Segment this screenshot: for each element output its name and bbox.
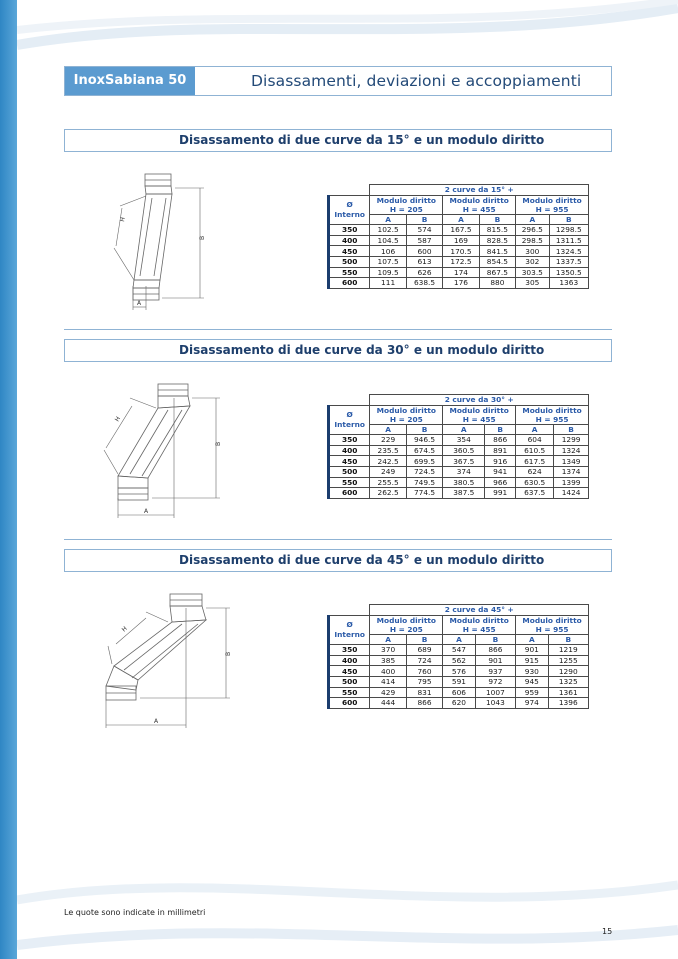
value-cell: 229 [370, 435, 406, 446]
table-row [329, 477, 589, 488]
diameter-cell: 550 [329, 687, 370, 698]
value-cell: 1324 [554, 445, 589, 456]
top-swoosh-decoration [17, 0, 678, 60]
value-cell: 854.5 [479, 256, 515, 267]
value-cell: 387.5 [443, 488, 485, 499]
value-cell: 891 [485, 445, 516, 456]
brand-label: InoxSabiana 50 [65, 67, 195, 95]
table-row [329, 687, 589, 698]
table-group-header: 2 curve da 30° + [370, 395, 589, 406]
value-cell: 414 [370, 676, 406, 687]
diameter-cell: 400 [329, 655, 370, 666]
column-header: B [479, 214, 515, 225]
value-cell: 591 [443, 676, 475, 687]
diagram-label-h: H [120, 625, 129, 634]
table-row [329, 466, 589, 477]
diameter-cell: 550 [329, 477, 370, 488]
value-cell: 699.5 [406, 456, 442, 467]
value-cell: 749.5 [406, 477, 442, 488]
value-cell: 249 [370, 466, 406, 477]
value-cell: 831 [406, 687, 442, 698]
diameter-cell: 600 [329, 278, 370, 289]
value-cell: 106 [370, 246, 406, 257]
column-header: B [548, 634, 588, 645]
value-cell: 1337.5 [549, 256, 588, 267]
value-cell: 374 [443, 466, 485, 477]
table-row [329, 655, 589, 666]
value-cell: 1349 [554, 456, 589, 467]
value-cell: 966 [485, 477, 516, 488]
diagram-label-h: H [119, 216, 127, 223]
diameter-cell: 500 [329, 676, 370, 687]
value-cell: 170.5 [443, 246, 479, 257]
diameter-cell: 450 [329, 666, 370, 677]
diagram-offset-30deg [98, 378, 228, 523]
column-header: B [406, 424, 442, 435]
column-header: A [516, 634, 548, 645]
diagram-label-a: A [144, 508, 149, 515]
diameter-cell: 350 [329, 225, 370, 236]
diagram-offset-45deg [98, 588, 238, 738]
table-group-header: 2 curve da 45° + [370, 605, 589, 616]
value-cell: 1363 [549, 278, 588, 289]
section-divider [64, 539, 612, 540]
value-cell: 1396 [548, 698, 588, 709]
value-cell: 774.5 [406, 488, 442, 499]
module-header: Modulo diritto H = 955 [516, 615, 589, 634]
value-cell: 991 [485, 488, 516, 499]
section-title-30: Disassamento di due curve da 30° e un modulo diritto [64, 339, 612, 362]
diagram-label-b: B [199, 235, 206, 240]
value-cell: 617.5 [516, 456, 554, 467]
value-cell: 303.5 [516, 267, 549, 278]
value-cell: 930 [516, 666, 548, 677]
diameter-cell: 600 [329, 488, 370, 499]
diameter-header: Ø Interno [329, 405, 370, 435]
value-cell: 1299 [554, 435, 589, 446]
value-cell: 828.5 [479, 235, 515, 246]
value-cell: 937 [475, 666, 515, 677]
value-cell: 795 [406, 676, 442, 687]
value-cell: 901 [475, 655, 515, 666]
value-cell: 255.5 [370, 477, 406, 488]
value-cell: 385 [370, 655, 406, 666]
column-header: A [443, 214, 479, 225]
value-cell: 941 [485, 466, 516, 477]
diameter-cell: 600 [329, 698, 370, 709]
value-cell: 102.5 [370, 225, 406, 236]
value-cell: 167.5 [443, 225, 479, 236]
value-cell: 866 [475, 645, 515, 656]
value-cell: 562 [443, 655, 475, 666]
column-header: A [370, 634, 406, 645]
value-cell: 305 [516, 278, 549, 289]
value-cell: 972 [475, 676, 515, 687]
value-cell: 600 [406, 246, 442, 257]
value-cell: 400 [370, 666, 406, 677]
value-cell: 370 [370, 645, 406, 656]
value-cell: 176 [443, 278, 479, 289]
value-cell: 547 [443, 645, 475, 656]
value-cell: 916 [485, 456, 516, 467]
value-cell: 866 [406, 698, 442, 709]
section-divider [64, 329, 612, 330]
value-cell: 1325 [548, 676, 588, 687]
column-header: A [516, 424, 554, 435]
module-header: Modulo diritto H = 455 [443, 615, 516, 634]
value-cell: 107.5 [370, 256, 406, 267]
value-cell: 1043 [475, 698, 515, 709]
value-cell: 302 [516, 256, 549, 267]
value-cell: 111 [370, 278, 406, 289]
diagram-label-b: B [225, 651, 232, 656]
value-cell: 945 [516, 676, 548, 687]
value-cell: 587 [406, 235, 442, 246]
value-cell: 367.5 [443, 456, 485, 467]
value-cell: 1424 [554, 488, 589, 499]
module-header: Modulo diritto H = 955 [516, 195, 589, 214]
table-row [329, 645, 589, 656]
value-cell: 174 [443, 267, 479, 278]
value-cell: 638.5 [406, 278, 442, 289]
value-cell: 915 [516, 655, 548, 666]
value-cell: 380.5 [443, 477, 485, 488]
data-table-15 [327, 184, 589, 289]
diameter-cell: 550 [329, 267, 370, 278]
value-cell: 613 [406, 256, 442, 267]
value-cell: 1324.5 [549, 246, 588, 257]
data-table-45 [327, 604, 589, 709]
table-row [329, 235, 589, 246]
value-cell: 604 [516, 435, 554, 446]
value-cell: 1311.5 [549, 235, 588, 246]
column-header: B [485, 424, 516, 435]
diameter-cell: 400 [329, 235, 370, 246]
column-header: B [406, 634, 442, 645]
value-cell: 841.5 [479, 246, 515, 257]
value-cell: 724.5 [406, 466, 442, 477]
module-header: Modulo diritto H = 205 [370, 195, 443, 214]
value-cell: 354 [443, 435, 485, 446]
module-header: Modulo diritto H = 455 [443, 405, 516, 424]
value-cell: 1290 [548, 666, 588, 677]
table-row [329, 698, 589, 709]
value-cell: 262.5 [370, 488, 406, 499]
diameter-cell: 500 [329, 466, 370, 477]
value-cell: 429 [370, 687, 406, 698]
section-title-15: Disassamento di due curve da 15° e un modulo diritto [64, 129, 612, 152]
table-row [329, 445, 589, 456]
value-cell: 624 [516, 466, 554, 477]
diameter-header: Ø Interno [329, 615, 370, 645]
diagram-label-a: A [137, 300, 142, 307]
column-header: A [370, 424, 406, 435]
page-number: 15 [602, 927, 613, 936]
value-cell: 626 [406, 267, 442, 278]
value-cell: 880 [479, 278, 515, 289]
value-cell: 606 [443, 687, 475, 698]
table-row [329, 267, 589, 278]
value-cell: 866 [485, 435, 516, 446]
value-cell: 109.5 [370, 267, 406, 278]
value-cell: 1219 [548, 645, 588, 656]
page-header [64, 66, 612, 96]
value-cell: 867.5 [479, 267, 515, 278]
column-header: A [443, 634, 475, 645]
table-row [329, 488, 589, 499]
value-cell: 169 [443, 235, 479, 246]
table-row [329, 676, 589, 687]
value-cell: 1350.5 [549, 267, 588, 278]
column-header: A [516, 214, 549, 225]
value-cell: 815.5 [479, 225, 515, 236]
value-cell: 1255 [548, 655, 588, 666]
value-cell: 1298.5 [549, 225, 588, 236]
diagram-label-h: H [113, 415, 123, 424]
value-cell: 104.5 [370, 235, 406, 246]
value-cell: 574 [406, 225, 442, 236]
column-header: B [406, 214, 442, 225]
value-cell: 689 [406, 645, 442, 656]
module-header: Modulo diritto H = 205 [370, 615, 443, 634]
value-cell: 235.5 [370, 445, 406, 456]
table-row [329, 246, 589, 257]
diagram-label-b: B [215, 441, 222, 446]
diameter-cell: 450 [329, 246, 370, 257]
page-title: Disassamenti, deviazioni e accoppiamenti [251, 72, 582, 90]
value-cell: 901 [516, 645, 548, 656]
value-cell: 1361 [548, 687, 588, 698]
column-header: A [443, 424, 485, 435]
value-cell: 360.5 [443, 445, 485, 456]
value-cell: 576 [443, 666, 475, 677]
value-cell: 444 [370, 698, 406, 709]
table-row [329, 456, 589, 467]
diameter-cell: 450 [329, 456, 370, 467]
value-cell: 1399 [554, 477, 589, 488]
table-row [329, 225, 589, 236]
table-row [329, 256, 589, 267]
value-cell: 630.5 [516, 477, 554, 488]
diameter-cell: 350 [329, 645, 370, 656]
value-cell: 760 [406, 666, 442, 677]
value-cell: 1374 [554, 466, 589, 477]
value-cell: 300 [516, 246, 549, 257]
value-cell: 296.5 [516, 225, 549, 236]
diameter-header: Ø Interno [329, 195, 370, 225]
module-header: Modulo diritto H = 205 [370, 405, 443, 424]
footnote: Le quote sono indicate in millimetri [64, 908, 206, 917]
section-title-45: Disassamento di due curve da 45° e un modulo diritto [64, 549, 612, 572]
table-row [329, 435, 589, 446]
table-group-header: 2 curve da 15° + [370, 185, 589, 196]
module-header: Modulo diritto H = 455 [443, 195, 516, 214]
value-cell: 242.5 [370, 456, 406, 467]
module-header: Modulo diritto H = 955 [516, 405, 589, 424]
value-cell: 946.5 [406, 435, 442, 446]
value-cell: 637.5 [516, 488, 554, 499]
table-row [329, 666, 589, 677]
value-cell: 974 [516, 698, 548, 709]
column-header: A [370, 214, 406, 225]
value-cell: 959 [516, 687, 548, 698]
value-cell: 1007 [475, 687, 515, 698]
value-cell: 620 [443, 698, 475, 709]
value-cell: 610.5 [516, 445, 554, 456]
diagram-label-a: A [154, 718, 159, 725]
diameter-cell: 500 [329, 256, 370, 267]
column-header: B [549, 214, 588, 225]
column-header: B [475, 634, 515, 645]
table-row [329, 278, 589, 289]
column-header: B [554, 424, 589, 435]
diameter-cell: 400 [329, 445, 370, 456]
diameter-cell: 350 [329, 435, 370, 446]
value-cell: 298.5 [516, 235, 549, 246]
data-table-30 [327, 394, 589, 499]
value-cell: 724 [406, 655, 442, 666]
value-cell: 674.5 [406, 445, 442, 456]
left-accent-bar [0, 0, 17, 959]
value-cell: 172.5 [443, 256, 479, 267]
diagram-offset-15deg [100, 168, 220, 314]
